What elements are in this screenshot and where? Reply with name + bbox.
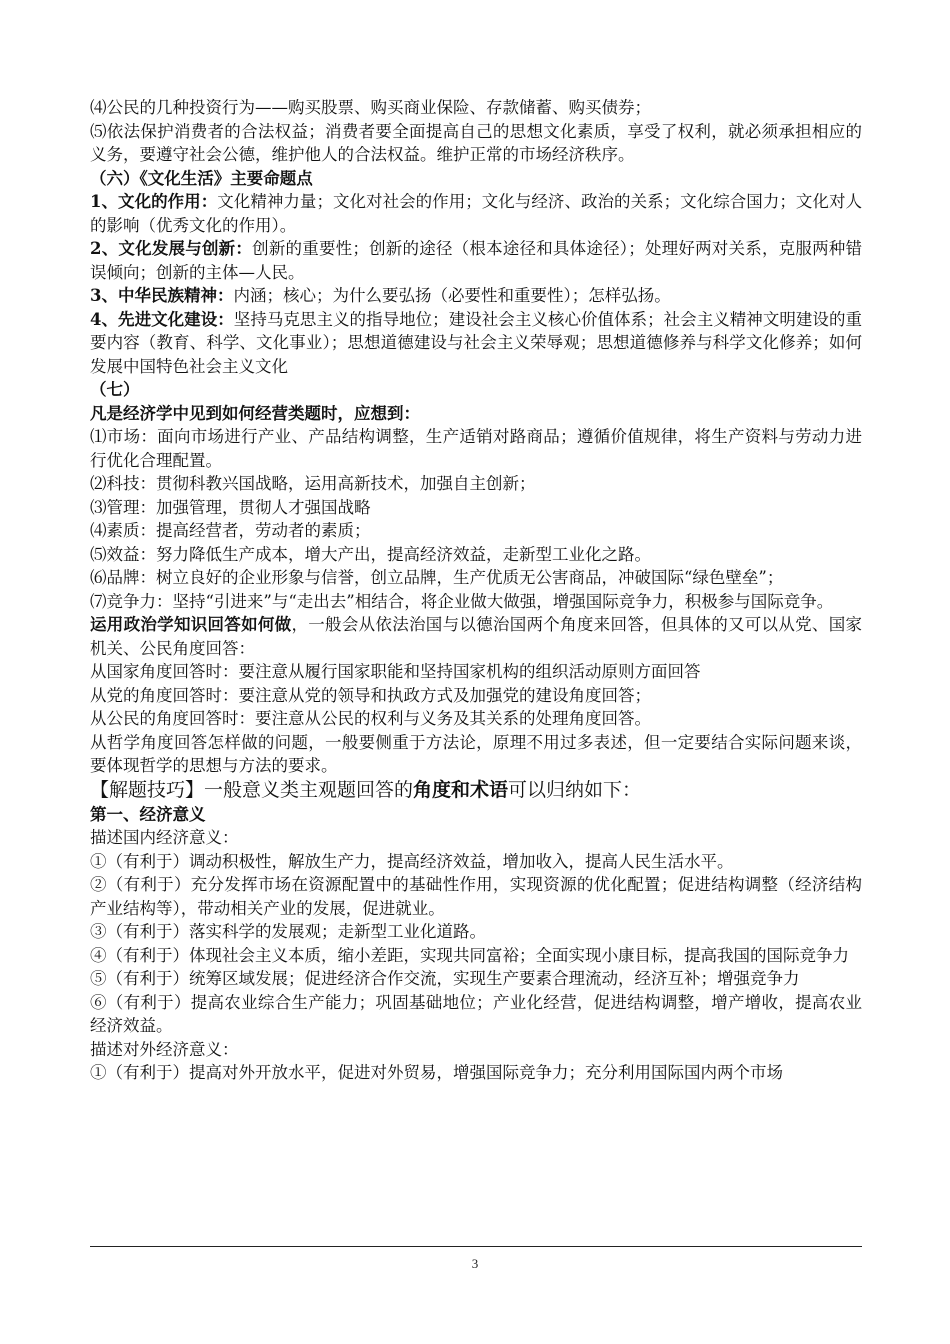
first-economic-meaning: 第一、经济意义: [90, 804, 206, 824]
document-body: [90, 96, 862, 1085]
econ-item-efficiency: ⑸效益：努力降低生产成本，增大产出，提高经济效益，走新型工业化之路。: [90, 544, 651, 564]
culture-point-1-heading: 1、文化的作用：: [90, 192, 218, 211]
econ-item-competitiveness: ⑺竞争力：坚持“引进来”与“走出去”相结合，将企业做大做强，增强国际竞争力，积极参与国际竞争。: [90, 591, 834, 611]
line-investment: ⑷公民的几种投资行为——购买股票、购买商业保险、存款储蓄、购买债券；: [90, 98, 651, 117]
politics-body: ，一般会从依法治国与以德治国两个角度来回答，但具体的又可以从党、国家机关、公民角度回答：: [90, 615, 863, 658]
domestic-item-2: ②（有利于）充分发挥市场在资源配置中的基础性作用，实现资源的优化配置；促进结构调整（经济结构产业结构等），带动相关产业的发展，促进就业。: [90, 875, 862, 918]
politics-heading: 运用政治学知识回答如何做: [90, 615, 292, 634]
section-heading-7: （七）: [90, 380, 140, 399]
domestic-item-3: ③（有利于）落实科学的发展观；走新型工业化道路。: [90, 922, 486, 941]
politics-citizen-angle: 从公民的角度回答时：要注意从公民的权利与义务及其关系的处理角度回答。: [90, 709, 651, 728]
politics-state-angle: 从国家角度回答时：要注意从履行国家职能和坚持国家机构的组织活动原则方面回答: [90, 662, 701, 681]
culture-point-3: [90, 284, 862, 308]
politics-intro: [90, 613, 862, 660]
culture-point-4-body: 坚持马克思主义的指导地位；建设社会主义核心价值体系；社会主义精神文明建设的重要内容（教育、科学、文化事业）；思想道德建设与社会主义荣辱观；思想道德修养与科学文化修养；如何发展中国特色社会主义文化: [90, 309, 863, 376]
foreign-heading: 描述对外经济意义：: [90, 1039, 239, 1059]
econ-item-technology: ⑵科技：贯彻科教兴国战略，运用高新技术，加强自主创新；: [90, 474, 536, 493]
philosophy-angle: 从哲学角度回答怎样做的问题，一般要侧重于方法论，原理不用过多表述，但一定要结合实际问题来谈，要体现哲学的思想与方法的要求。: [90, 732, 862, 775]
culture-point-3-body: 内涵；核心；为什么要弘扬（必要性和重要性）；怎样弘扬。: [233, 286, 671, 305]
page-number: 3: [471, 1256, 479, 1271]
tips-heading-a: 【解题技巧】一般意义类主观题回答的: [90, 778, 414, 801]
econ-item-brand: ⑹品牌：树立良好的企业形象与信誉，创立品牌，生产优质无公害商品，冲破国际“绿色壁垒”；: [90, 568, 784, 587]
culture-point-1: [90, 190, 862, 237]
tips-heading: [90, 778, 862, 803]
domestic-item-4: ④（有利于）体现社会主义本质，缩小差距，实现共同富裕；全面实现小康目标，提高我国的国际竞争力: [90, 945, 849, 965]
tips-heading-c: 可以归纳如下：: [508, 778, 642, 801]
line-consumer-rights: ⑸依法保护消费者的合法权益；消费者要全面提高自己的思想文化素质，享受了权利，就必须承担相应的义务，要遵守社会公德，维护他人的合法权益。维护正常的市场经济秩序。: [90, 121, 862, 164]
culture-point-2-body: 创新的重要性；创新的途径（根本途径和具体途径）；处理好两对关系，克服两种错误倾向；创新的主体—人民。: [90, 239, 863, 282]
culture-point-4: [90, 308, 862, 379]
economics-heading: 凡是经济学中见到如何经营类题时，应想到：: [90, 403, 420, 423]
culture-point-1-body: 文化精神力量；文化对社会的作用；文化与经济、政治的关系；文化综合国力；文化对人的影响（优秀文化的作用）。: [90, 192, 863, 235]
tips-heading-b: 角度和术语: [413, 778, 509, 801]
section-heading-6: （六）《文化生活》主要命题点: [90, 168, 313, 188]
culture-point-3-heading: 3、中华民族精神：: [90, 286, 234, 305]
econ-item-quality: ⑷素质：提高经营者，劳动者的素质；: [90, 521, 371, 540]
footer-rule: [90, 1246, 862, 1247]
econ-item-management: ⑶管理：加强管理，贯彻人才强国战略: [90, 497, 371, 517]
culture-point-2: [90, 237, 862, 284]
domestic-heading: 描述国内经济意义：: [90, 828, 239, 847]
culture-point-4-heading: 4、先进文化建设：: [90, 309, 234, 329]
domestic-item-6: ⑥（有利于）提高农业综合生产能力；巩固基础地位；产业化经营，促进结构调整，增产增收，提高农业经济效益。: [90, 992, 862, 1035]
domestic-item-1: ①（有利于）调动积极性，解放生产力，提高经济效益，增加收入，提高人民生活水平。: [90, 851, 734, 871]
culture-point-2-heading: 2、文化发展与创新：: [90, 239, 253, 258]
domestic-item-5: ⑤（有利于）统筹区域发展；促进经济合作交流，实现生产要素合理流动，经济互补；增强竞争力: [90, 969, 800, 988]
econ-item-market: ⑴市场：面向市场进行产业、产品结构调整，生产适销对路商品；遵循价值规律，将生产资料与劳动力进行优化合理配置。: [90, 427, 862, 470]
politics-party-angle: 从党的角度回答时：要注意从党的领导和执政方式及加强党的建设角度回答；: [90, 685, 651, 705]
foreign-item-1: ①（有利于）提高对外开放水平，促进对外贸易，增强国际竞争力；充分利用国际国内两个市场: [90, 1063, 783, 1082]
